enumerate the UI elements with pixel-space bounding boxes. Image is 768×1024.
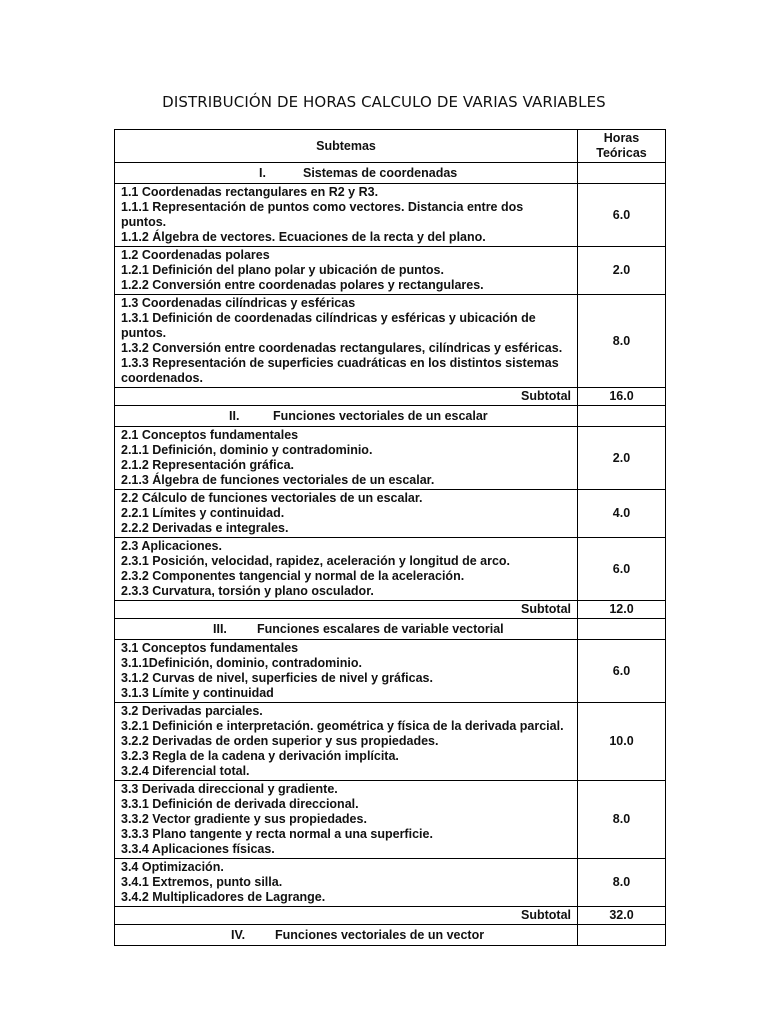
section-hours-cell — [578, 406, 666, 427]
topic-line: 2.3 Aplicaciones. — [121, 539, 222, 553]
section-title — [115, 406, 578, 427]
subtotal-label: Subtotal — [115, 601, 578, 619]
section-row — [115, 925, 666, 946]
table-row — [115, 859, 666, 907]
topic-cell — [115, 184, 578, 247]
table-row — [115, 184, 666, 247]
topic-line: 3.4 Optimización. — [121, 860, 224, 874]
topic-line: 1.2.2 Conversión entre coordenadas polares y rectangulares. — [121, 278, 484, 292]
table-row — [115, 490, 666, 538]
subtotal-row — [115, 907, 666, 925]
topic-hours: 10.0 — [578, 703, 666, 781]
topic-cell — [115, 640, 578, 703]
topic-hours: 6.0 — [578, 184, 666, 247]
subtotal-row — [115, 601, 666, 619]
section-numeral: IV. — [231, 927, 246, 942]
topic-hours: 4.0 — [578, 490, 666, 538]
topic-line: 3.2.4 Diferencial total. — [121, 764, 250, 778]
topic-line: 3.2.1 Definición e interpretación. geométrica y física de la derivada parcial. — [121, 719, 564, 733]
topic-line: 1.3.2 Conversión entre coordenadas rectangulares, cilíndricas y esféricas. — [121, 341, 563, 355]
topic-line: 3.3.3 Plano tangente y recta normal a una superficie. — [121, 827, 433, 841]
table-row — [115, 781, 666, 859]
topic-line: 1.3.1 Definición de coordenadas cilíndricas y esféricas y ubicación de puntos. — [121, 311, 536, 340]
subtotal-value: 16.0 — [578, 388, 666, 406]
topic-cell — [115, 538, 578, 601]
section-title-inner — [121, 622, 571, 637]
section-title — [115, 163, 578, 184]
section-hours-cell — [578, 925, 666, 946]
hours-table — [114, 129, 666, 946]
topic-line: 1.2 Coordenadas polares — [121, 248, 270, 262]
topic-hours: 8.0 — [578, 859, 666, 907]
section-row — [115, 406, 666, 427]
header-horas-teoricas — [578, 130, 666, 163]
subtotal-label: Subtotal — [115, 388, 578, 406]
topic-line: 3.3.1 Definición de derivada direccional. — [121, 797, 359, 811]
topic-hours: 6.0 — [578, 640, 666, 703]
section-name: Funciones escalares de variable vectorial — [257, 621, 504, 636]
page-title: DISTRIBUCIÓN DE HORAS CALCULO DE VARIAS VARIABLES — [162, 93, 606, 111]
table-row — [115, 640, 666, 703]
header-horas-line2: Teóricas — [596, 146, 647, 160]
header-horas-line1: Horas — [603, 131, 640, 145]
table-row — [115, 703, 666, 781]
topic-line: 1.1 Coordenadas rectangulares en R2 y R3. — [121, 185, 379, 199]
topic-line: 2.3.2 Componentes tangencial y normal de la aceleración. — [121, 569, 465, 583]
section-row — [115, 163, 666, 184]
topic-line: 3.4.1 Extremos, punto silla. — [121, 875, 283, 889]
topic-cell — [115, 859, 578, 907]
topic-line: 2.2.2 Derivadas e integrales. — [121, 521, 289, 535]
section-numeral: III. — [213, 621, 227, 636]
header-subtemas: Subtemas — [115, 130, 578, 163]
topic-line: 3.3.2 Vector gradiente y sus propiedades. — [121, 812, 367, 826]
section-title-inner — [121, 928, 571, 943]
section-numeral: I. — [259, 165, 266, 180]
section-title — [115, 619, 578, 640]
section-name: Funciones vectoriales de un escalar — [273, 408, 488, 423]
table-header-row — [115, 130, 666, 163]
subtotal-value: 12.0 — [578, 601, 666, 619]
section-title — [115, 925, 578, 946]
table-row — [115, 538, 666, 601]
topic-cell — [115, 427, 578, 490]
section-numeral: II. — [229, 408, 240, 423]
table-row — [115, 295, 666, 388]
topic-line: 1.3 Coordenadas cilíndricas y esféricas — [121, 296, 356, 310]
section-name: Sistemas de coordenadas — [303, 165, 458, 180]
topic-line: 3.1.3 Límite y continuidad — [121, 686, 274, 700]
topic-line: 2.1 Conceptos fundamentales — [121, 428, 299, 442]
topic-hours: 2.0 — [578, 247, 666, 295]
topic-line: 2.2.1 Límites y continuidad. — [121, 506, 285, 520]
table-row — [115, 247, 666, 295]
topic-line: 2.1.3 Álgebra de funciones vectoriales de un escalar. — [121, 473, 435, 487]
topic-line: 1.3.3 Representación de superficies cuadráticas en los distintos sistemas coordenados. — [121, 356, 559, 385]
topic-line: 3.4.2 Multiplicadores de Lagrange. — [121, 890, 326, 904]
topic-hours: 6.0 — [578, 538, 666, 601]
topic-line: 3.2.2 Derivadas de orden superior y sus propiedades. — [121, 734, 439, 748]
topic-cell — [115, 490, 578, 538]
topic-hours: 2.0 — [578, 427, 666, 490]
subtotal-row — [115, 388, 666, 406]
topic-line: 1.1.1 Representación de puntos como vectores. Distancia entre dos puntos. — [121, 200, 524, 229]
topic-line: 3.1.2 Curvas de nivel, superficies de nivel y gráficas. — [121, 671, 433, 685]
subtotal-label: Subtotal — [115, 907, 578, 925]
topic-line: 3.3 Derivada direccional y gradiente. — [121, 782, 338, 796]
topic-line: 2.1.2 Representación gráfica. — [121, 458, 294, 472]
topic-cell — [115, 295, 578, 388]
topic-line: 3.2.3 Regla de la cadena y derivación implícita. — [121, 749, 399, 763]
topic-line: 3.1 Conceptos fundamentales — [121, 641, 299, 655]
hours-table-body — [115, 130, 666, 946]
topic-line: 3.3.4 Aplicaciones físicas. — [121, 842, 275, 856]
topic-hours: 8.0 — [578, 295, 666, 388]
topic-line: 2.3.3 Curvatura, torsión y plano osculador. — [121, 584, 374, 598]
section-title-inner — [121, 409, 571, 424]
section-name: Funciones vectoriales de un vector — [275, 927, 485, 942]
table-row — [115, 427, 666, 490]
section-row — [115, 619, 666, 640]
topic-line: 3.2 Derivadas parciales. — [121, 704, 263, 718]
topic-line: 2.1.1 Definición, dominio y contradominio. — [121, 443, 373, 457]
topic-line: 2.2 Cálculo de funciones vectoriales de un escalar. — [121, 491, 423, 505]
topic-cell — [115, 781, 578, 859]
section-hours-cell — [578, 619, 666, 640]
topic-cell — [115, 247, 578, 295]
topic-line: 1.2.1 Definición del plano polar y ubicación de puntos. — [121, 263, 444, 277]
section-title-inner — [121, 166, 571, 181]
topic-line: 1.1.2 Álgebra de vectores. Ecuaciones de la recta y del plano. — [121, 230, 486, 244]
topic-hours: 8.0 — [578, 781, 666, 859]
subtotal-value: 32.0 — [578, 907, 666, 925]
section-hours-cell — [578, 163, 666, 184]
topic-cell — [115, 703, 578, 781]
topic-line: 2.3.1 Posición, velocidad, rapidez, aceleración y longitud de arco. — [121, 554, 511, 568]
topic-line: 3.1.1Definición, dominio, contradominio. — [121, 656, 362, 670]
